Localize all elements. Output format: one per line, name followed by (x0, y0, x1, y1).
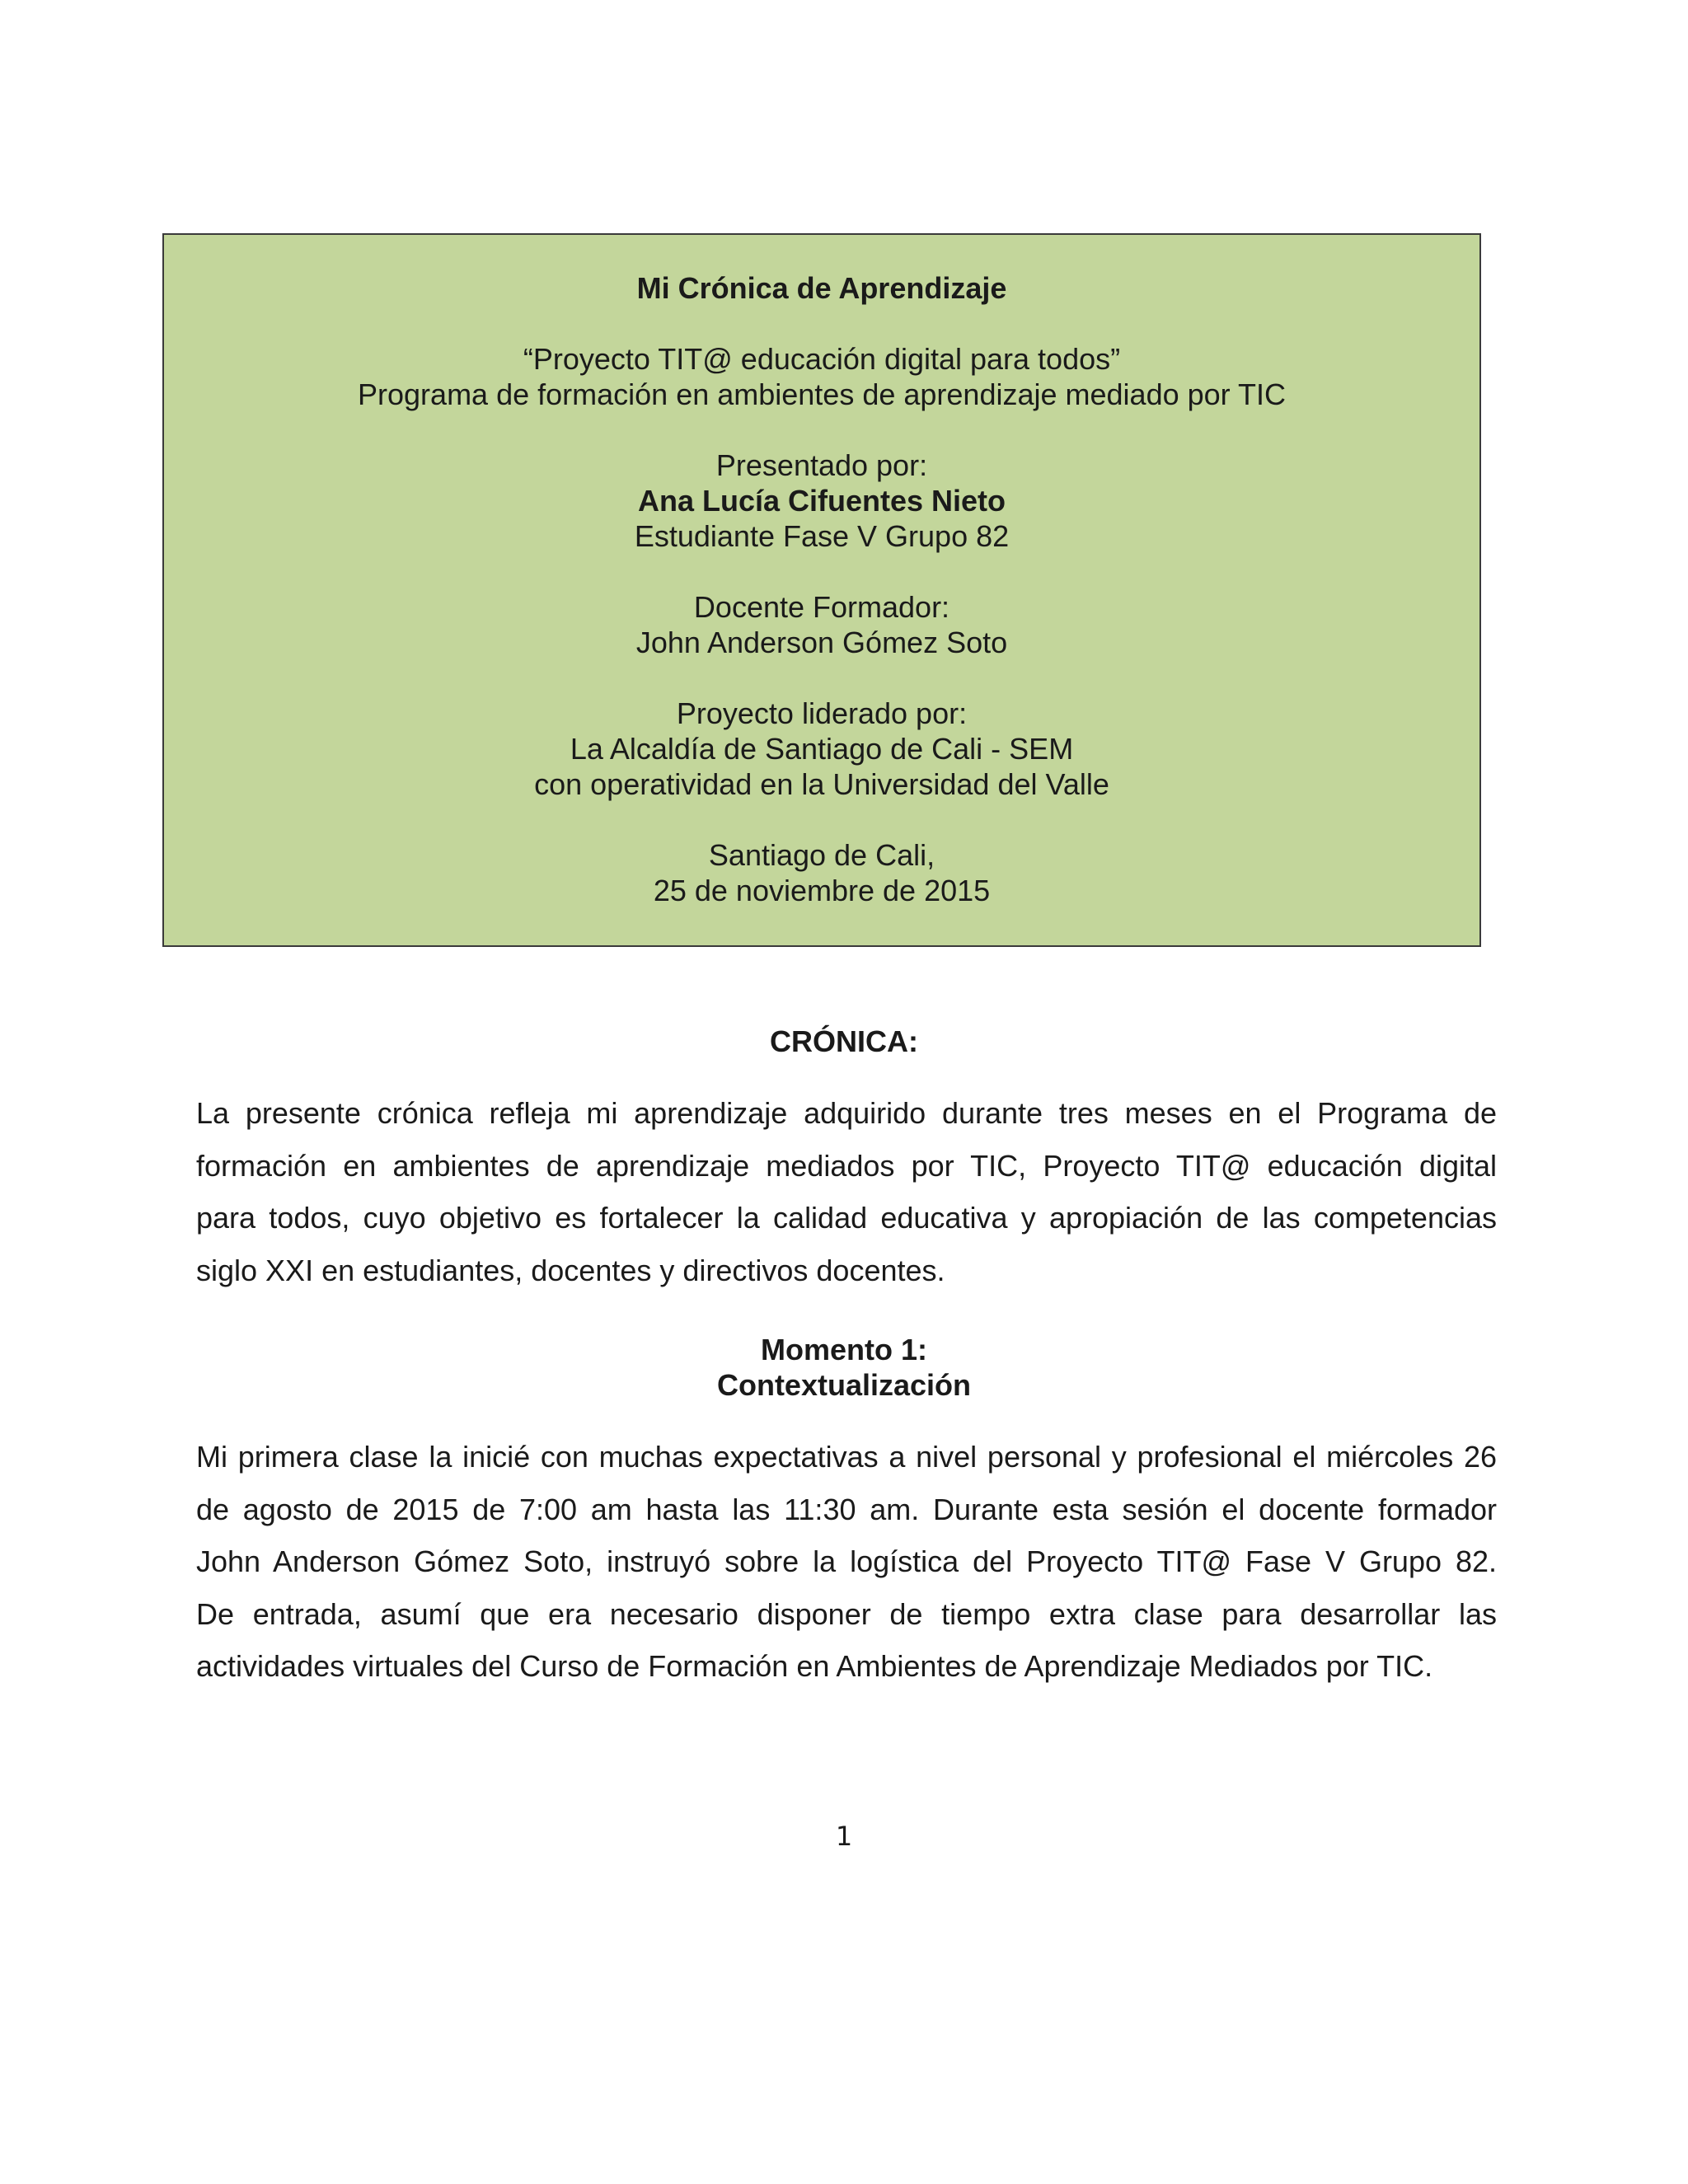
paragraph-line: La presente crónica refleja mi aprendizaje adquirido durante tres meses en el Programa de (196, 1096, 1497, 1130)
document-title: Mi Crónica de Aprendizaje (636, 271, 1007, 305)
paragraph-line: John Anderson Gómez Soto, instruyó sobre la logística del Proyecto TIT@ Fase V Grupo 82. (196, 1544, 1497, 1578)
spacer (164, 412, 1479, 448)
paragraph-line: formación en ambientes de aprendizaje mediados por TIC, Proyecto TIT@ educación digital (196, 1148, 1497, 1183)
date: 25 de noviembre de 2015 (653, 874, 991, 907)
city: Santiago de Cali, (708, 838, 935, 872)
spacer (164, 660, 1479, 696)
teacher-label: Docente Formador: (693, 590, 950, 624)
author-role: Estudiante Fase V Grupo 82 (634, 519, 1010, 553)
spacer (164, 554, 1479, 589)
intro-paragraph (196, 1087, 1497, 1296)
page-number: 1 (835, 1821, 853, 1852)
cover-content (164, 270, 1479, 908)
spacer (164, 306, 1479, 341)
paragraph-line: Mi primera clase la inicié con muchas expectativas a nivel personal y profesional el miércoles 26 (196, 1440, 1497, 1474)
spacer (164, 802, 1479, 837)
author-name: Ana Lucía Cifuentes Nieto (637, 484, 1006, 518)
presented-by-label: Presentado por: (715, 448, 928, 482)
led-by-organization: La Alcaldía de Santiago de Cali - SEM (570, 732, 1074, 766)
paragraph-line: actividades virtuales del Curso de Formación en Ambientes de Aprendizaje Mediados por TIC. (196, 1649, 1433, 1683)
moment-number: Momento 1: (761, 1333, 927, 1366)
program-name: Programa de formación en ambientes de aprendizaje mediado por TIC (358, 377, 1286, 411)
paragraph-line: de agosto de 2015 de 7:00 am hasta las 11:30 am. Durante esta sesión el docente formador (196, 1492, 1497, 1526)
project-name: “Proyecto TIT@ educación digital para todos” (523, 342, 1121, 376)
paragraph-line: De entrada, asumí que era necesario disponer de tiempo extra clase para desarrollar las (196, 1596, 1497, 1631)
moment-title: Contextualización (716, 1368, 972, 1402)
led-by-label: Proyecto liderado por: (676, 696, 968, 730)
led-by-university: con operatividad en la Universidad del Valle (534, 767, 1109, 801)
moment-heading (0, 1332, 1688, 1403)
paragraph-line: para todos, cuyo objetivo es fortalecer la calidad educativa y apropiación de las competencias (196, 1201, 1497, 1235)
teacher-name: John Anderson Gómez Soto (635, 626, 1008, 659)
cover-box (162, 233, 1481, 947)
chronicle-heading: CRÓNICA: (770, 1024, 918, 1058)
moment-paragraph (196, 1431, 1497, 1693)
paragraph-line: siglo XXI en estudiantes, docentes y directivos docentes. (196, 1253, 945, 1287)
